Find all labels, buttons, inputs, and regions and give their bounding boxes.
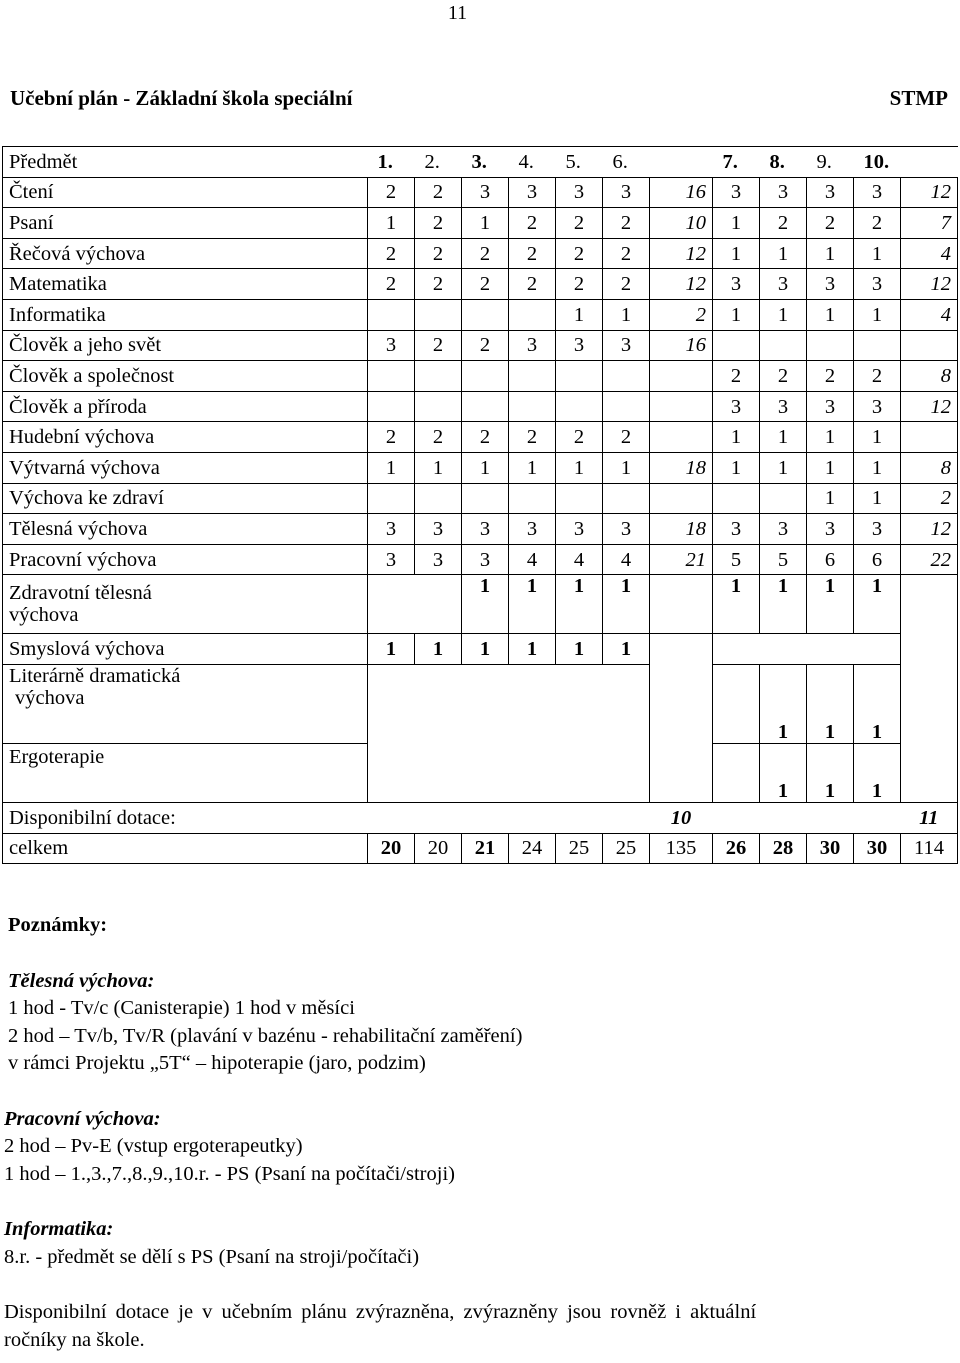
grade-hours — [509, 299, 556, 330]
grade-hours: 1 — [807, 299, 854, 330]
grade-hours: 1 — [807, 452, 854, 483]
subject-line: výchova — [9, 604, 79, 627]
grade-hours: 1 — [807, 664, 854, 743]
grade-hours — [854, 802, 901, 833]
grade-hours: 2 — [415, 238, 462, 269]
grade-hours: 2 — [760, 361, 807, 392]
grade-hours — [556, 802, 603, 833]
subject-name: Smyslová výchova — [3, 634, 368, 665]
grade-hours — [462, 391, 509, 422]
subtotal-hours — [650, 575, 713, 634]
header-grade: 2. — [415, 147, 462, 178]
total-hours: 24 — [509, 833, 556, 864]
grade-hours: 1 — [854, 743, 901, 802]
grade-hours: 5 — [760, 544, 807, 575]
grade-hours — [462, 361, 509, 392]
grade-hours: 1 — [854, 238, 901, 269]
grade-hours — [556, 483, 603, 514]
grade-hours: 2 — [807, 361, 854, 392]
grade-hours: 1 — [713, 575, 760, 634]
subtotal-hours — [901, 575, 958, 803]
grade-hours: 1 — [509, 575, 556, 634]
note-line: v rámci Projektu „5T“ – hipoterapie (jaro, podzim) — [8, 1052, 426, 1074]
grade-hours: 1 — [807, 743, 854, 802]
grade-hours: 1 — [556, 575, 603, 634]
subtotal-hours: 2 — [901, 483, 958, 514]
page-number: 11 — [447, 2, 468, 24]
grade-hours — [415, 299, 462, 330]
note-line: 1 hod - Tv/c (Canisterapie) 1 hod v měsíci — [8, 997, 355, 1019]
grade-hours: 3 — [760, 391, 807, 422]
subject-name: Člověk a příroda — [3, 391, 368, 422]
subject-name: Čtení — [3, 177, 368, 208]
grade-hours: 1 — [603, 575, 650, 634]
subtotal-hours — [650, 483, 713, 514]
total-hours: 21 — [462, 833, 509, 864]
grade-hours — [462, 299, 509, 330]
grade-hours: 3 — [603, 330, 650, 361]
subject-line: Zdravotní tělesná — [9, 582, 152, 605]
grade-hours: 3 — [556, 330, 603, 361]
grade-hours: 2 — [509, 238, 556, 269]
grade-hours: 6 — [807, 544, 854, 575]
table-row — [3, 238, 958, 269]
grade-hours — [603, 361, 650, 392]
table-row-total — [3, 833, 958, 864]
grade-hours: 1 — [760, 238, 807, 269]
header-subject: Předmět — [3, 147, 368, 178]
grade-hours: 2 — [415, 330, 462, 361]
curriculum-table — [2, 146, 958, 864]
subject-name: Informatika — [3, 299, 368, 330]
header-spacer — [901, 147, 958, 178]
telesna-note-heading: Tělesná výchova: — [8, 969, 155, 992]
grade-hours: 1 — [807, 575, 854, 634]
page-title: Učební plán - Základní škola speciální — [10, 86, 353, 110]
grade-hours: 3 — [713, 269, 760, 300]
subtotal-hours: 10 — [650, 208, 713, 239]
grade-hours: 2 — [415, 422, 462, 453]
total-hours: 30 — [854, 833, 901, 864]
header-grade: 8. — [760, 147, 807, 178]
grade-hours: 1 — [760, 743, 807, 802]
subtotal-hours: 4 — [901, 238, 958, 269]
grade-hours: 2 — [854, 208, 901, 239]
disponibilni-hours: 10 — [650, 802, 713, 833]
subtotal-hours: 18 — [650, 452, 713, 483]
grade-hours: 2 — [368, 422, 415, 453]
grade-hours — [509, 483, 556, 514]
grade-hours: 3 — [807, 391, 854, 422]
grade-hours: 1 — [368, 452, 415, 483]
subtotal-hours: 8 — [901, 361, 958, 392]
grade-hours: 3 — [713, 514, 760, 545]
grade-hours: 2 — [603, 269, 650, 300]
grade-hours: 1 — [807, 422, 854, 453]
grade-hours: 1 — [556, 452, 603, 483]
grade-hours: 3 — [713, 177, 760, 208]
header-grade: 10. — [854, 147, 901, 178]
subtotal-hours: 22 — [901, 544, 958, 575]
grade-hours: 3 — [854, 391, 901, 422]
grade-hours: 3 — [556, 177, 603, 208]
grade-hours: 1 — [713, 299, 760, 330]
grade-hours: 2 — [462, 330, 509, 361]
grade-hours — [603, 483, 650, 514]
subtotal-hours: 12 — [650, 269, 713, 300]
grade-hours: 2 — [556, 269, 603, 300]
grade-hours: 3 — [854, 514, 901, 545]
grade-hours: 6 — [854, 544, 901, 575]
grade-hours: 1 — [713, 208, 760, 239]
grade-hours: 1 — [415, 452, 462, 483]
header-grade: 4. — [509, 147, 556, 178]
grade-hours: 3 — [854, 177, 901, 208]
grade-hours: 1 — [713, 452, 760, 483]
grade-hours — [556, 361, 603, 392]
grade-hours: 1 — [462, 452, 509, 483]
grade-hours: 1 — [556, 299, 603, 330]
grade-hours: 2 — [509, 269, 556, 300]
table-row — [3, 208, 958, 239]
subject-name: Ergoterapie — [3, 743, 368, 802]
subtotal-hours: 12 — [901, 177, 958, 208]
informatika-note-heading: Informatika: — [4, 1218, 114, 1240]
grade-hours: 2 — [603, 208, 650, 239]
subtotal-hours: 12 — [901, 514, 958, 545]
total-hours: 25 — [556, 833, 603, 864]
grade-hours — [556, 391, 603, 422]
grade-hours: 4 — [509, 544, 556, 575]
pracovni-note-heading: Pracovní výchova: — [4, 1107, 161, 1130]
grade-hours: 1 — [807, 483, 854, 514]
table-row — [3, 269, 958, 300]
subject-name: Pracovní výchova — [3, 544, 368, 575]
grade-hours: 2 — [556, 208, 603, 239]
grade-hours: 2 — [854, 361, 901, 392]
final-note-line: Disponibilní dotace je v učebním plánu zvýrazněna, zvýrazněny jsou rovněž i aktuální — [4, 1301, 757, 1323]
grade-hours: 1 — [509, 452, 556, 483]
grade-hours: 3 — [368, 330, 415, 361]
grade-hours — [603, 391, 650, 422]
subtotal-hours — [650, 634, 713, 803]
grade-hours: 1 — [368, 208, 415, 239]
grade-hours: 3 — [760, 269, 807, 300]
grade-hours: 3 — [462, 514, 509, 545]
grade-hours: 1 — [603, 299, 650, 330]
subject-name — [3, 575, 368, 634]
grade-hours — [368, 391, 415, 422]
header-spacer — [650, 147, 713, 178]
note-line: 8.r. - předmět se dělí s PS (Psaní na stroji/počítači) — [4, 1245, 420, 1268]
grade-hours — [807, 802, 854, 833]
grade-hours: 1 — [854, 299, 901, 330]
grade-hours: 4 — [603, 544, 650, 575]
subtotal-hours: 4 — [901, 299, 958, 330]
grade-hours: 3 — [854, 269, 901, 300]
grade-hours: 2 — [603, 422, 650, 453]
table-row — [3, 177, 958, 208]
grade-hours — [415, 391, 462, 422]
grade-hours: 3 — [807, 177, 854, 208]
grade-hours: 1 — [854, 483, 901, 514]
subtotal-hours: 18 — [650, 514, 713, 545]
grade-hours: 1 — [415, 634, 462, 665]
grade-hours — [415, 802, 462, 833]
grade-hours — [760, 483, 807, 514]
grade-hours: 3 — [509, 330, 556, 361]
grade-hours: 1 — [556, 634, 603, 665]
table-row — [3, 664, 958, 743]
subject-name: Tělesná výchova — [3, 514, 368, 545]
table-row — [3, 452, 958, 483]
grade-hours: 1 — [462, 575, 509, 634]
disponibilni-label: Disponibilní dotace: — [3, 802, 368, 833]
grade-hours — [368, 664, 650, 802]
grade-hours: 1 — [603, 452, 650, 483]
grade-hours — [807, 330, 854, 361]
grade-hours: 2 — [556, 422, 603, 453]
grade-hours: 2 — [509, 422, 556, 453]
notes-section — [4, 912, 928, 1354]
grade-hours: 1 — [509, 634, 556, 665]
subtotal-hours: 2 — [650, 299, 713, 330]
subtotal-hours: 16 — [650, 330, 713, 361]
grade-hours: 2 — [509, 208, 556, 239]
grade-hours — [760, 802, 807, 833]
grade-hours: 2 — [368, 269, 415, 300]
grade-hours: 1 — [368, 634, 415, 665]
grade-hours: 3 — [462, 177, 509, 208]
grade-hours: 3 — [509, 514, 556, 545]
grade-hours: 1 — [854, 664, 901, 743]
header-grade: 1. — [368, 147, 415, 178]
grade-hours — [368, 361, 415, 392]
grade-hours: 3 — [509, 177, 556, 208]
subtotal-hours: 12 — [650, 238, 713, 269]
grade-hours: 1 — [713, 238, 760, 269]
grade-hours: 2 — [760, 208, 807, 239]
subject-name: Matematika — [3, 269, 368, 300]
grade-hours: 2 — [415, 269, 462, 300]
grade-hours: 3 — [807, 514, 854, 545]
grade-hours — [713, 634, 901, 665]
grade-hours: 5 — [713, 544, 760, 575]
grade-hours — [509, 361, 556, 392]
grade-hours — [415, 483, 462, 514]
grade-hours: 3 — [462, 544, 509, 575]
subtotal-hours: 8 — [901, 452, 958, 483]
total-hours: 135 — [650, 833, 713, 864]
grade-hours: 2 — [462, 269, 509, 300]
subtotal-hours: 12 — [901, 391, 958, 422]
notes-heading: Poznámky: — [8, 914, 108, 936]
header-grade: 7. — [713, 147, 760, 178]
grade-hours: 2 — [368, 238, 415, 269]
grade-hours — [713, 664, 760, 743]
subject-name: Psaní — [3, 208, 368, 239]
grade-hours — [462, 483, 509, 514]
grade-hours: 4 — [556, 544, 603, 575]
grade-hours: 2 — [415, 208, 462, 239]
grade-hours — [509, 802, 556, 833]
header-grade: 3. — [462, 147, 509, 178]
grade-hours: 3 — [556, 514, 603, 545]
table-row — [3, 544, 958, 575]
total-hours: 20 — [368, 833, 415, 864]
subject-line: výchova — [15, 686, 85, 709]
table-row — [3, 634, 958, 665]
grade-hours — [603, 802, 650, 833]
grade-hours: 3 — [415, 514, 462, 545]
grade-hours: 2 — [807, 208, 854, 239]
grade-hours: 3 — [603, 514, 650, 545]
school-code: STMP — [889, 86, 948, 110]
grade-hours: 1 — [603, 634, 650, 665]
grade-hours: 2 — [556, 238, 603, 269]
total-label: celkem — [3, 833, 368, 864]
grade-hours: 2 — [462, 422, 509, 453]
grade-hours: 1 — [462, 634, 509, 665]
total-hours: 114 — [901, 833, 958, 864]
disponibilni-hours: 11 — [901, 802, 958, 833]
grade-hours — [368, 483, 415, 514]
grade-hours — [509, 391, 556, 422]
subtotal-hours: 7 — [901, 208, 958, 239]
subtotal-hours — [650, 391, 713, 422]
subject-name: Řečová výchova — [3, 238, 368, 269]
grade-hours: 3 — [415, 544, 462, 575]
subtotal-hours — [650, 422, 713, 453]
subject-line: Literárně dramatická — [9, 664, 181, 687]
grade-hours: 1 — [760, 452, 807, 483]
total-hours: 26 — [713, 833, 760, 864]
total-hours: 28 — [760, 833, 807, 864]
table-row — [3, 422, 958, 453]
table-row — [3, 330, 958, 361]
final-note-line: ročníky na škole. — [4, 1328, 145, 1351]
grade-hours — [368, 575, 462, 634]
grade-hours: 2 — [713, 361, 760, 392]
subtotal-hours — [650, 361, 713, 392]
table-row — [3, 391, 958, 422]
header-grade: 5. — [556, 147, 603, 178]
header-grade: 9. — [807, 147, 854, 178]
grade-hours: 1 — [854, 575, 901, 634]
grade-hours: 1 — [462, 208, 509, 239]
subtotal-hours: 21 — [650, 544, 713, 575]
subject-name: Člověk a společnost — [3, 361, 368, 392]
grade-hours — [368, 802, 415, 833]
table-row — [3, 483, 958, 514]
subtotal-hours — [901, 330, 958, 361]
grade-hours: 1 — [854, 452, 901, 483]
grade-hours: 3 — [760, 514, 807, 545]
grade-hours — [462, 802, 509, 833]
subject-name: Hudební výchova — [3, 422, 368, 453]
grade-hours: 2 — [462, 238, 509, 269]
grade-hours — [368, 299, 415, 330]
table-row-disponibilni — [3, 802, 958, 833]
grade-hours: 3 — [368, 544, 415, 575]
total-hours: 20 — [415, 833, 462, 864]
grade-hours: 3 — [603, 177, 650, 208]
total-hours: 30 — [807, 833, 854, 864]
grade-hours: 3 — [807, 269, 854, 300]
subtotal-hours: 12 — [901, 269, 958, 300]
table-row — [3, 299, 958, 330]
grade-hours — [713, 743, 760, 802]
grade-hours: 3 — [713, 391, 760, 422]
grade-hours: 1 — [760, 422, 807, 453]
table-row — [3, 575, 958, 634]
table-header-row — [3, 147, 958, 178]
subject-name: Výtvarná výchova — [3, 452, 368, 483]
grade-hours: 1 — [713, 422, 760, 453]
header-grade: 6. — [603, 147, 650, 178]
subtotal-hours — [901, 422, 958, 453]
grade-hours: 1 — [760, 575, 807, 634]
note-line: 2 hod – Tv/b, Tv/R (plavání v bazénu - rehabilitační zaměření) — [8, 1024, 523, 1047]
grade-hours: 1 — [807, 238, 854, 269]
grade-hours — [760, 330, 807, 361]
grade-hours: 2 — [603, 238, 650, 269]
note-line: 2 hod – Pv-E (vstup ergoterapeutky) — [4, 1135, 303, 1157]
table-row — [3, 514, 958, 545]
subject-name: Výchova ke zdraví — [3, 483, 368, 514]
table-row — [3, 361, 958, 392]
grade-hours — [713, 802, 760, 833]
total-hours: 25 — [603, 833, 650, 864]
grade-hours: 1 — [760, 299, 807, 330]
grade-hours: 3 — [368, 514, 415, 545]
grade-hours — [713, 483, 760, 514]
grade-hours: 2 — [415, 177, 462, 208]
subject-name — [3, 664, 368, 743]
grade-hours: 1 — [854, 422, 901, 453]
grade-hours — [415, 361, 462, 392]
note-line: 1 hod – 1.,3.,7.,8.,9.,10.r. - PS (Psaní na počítači/stroji) — [4, 1162, 455, 1185]
subtotal-hours: 16 — [650, 177, 713, 208]
grade-hours: 2 — [368, 177, 415, 208]
grade-hours: 3 — [760, 177, 807, 208]
grade-hours: 1 — [760, 664, 807, 743]
grade-hours — [713, 330, 760, 361]
grade-hours — [854, 330, 901, 361]
subject-name: Člověk a jeho svět — [3, 330, 368, 361]
